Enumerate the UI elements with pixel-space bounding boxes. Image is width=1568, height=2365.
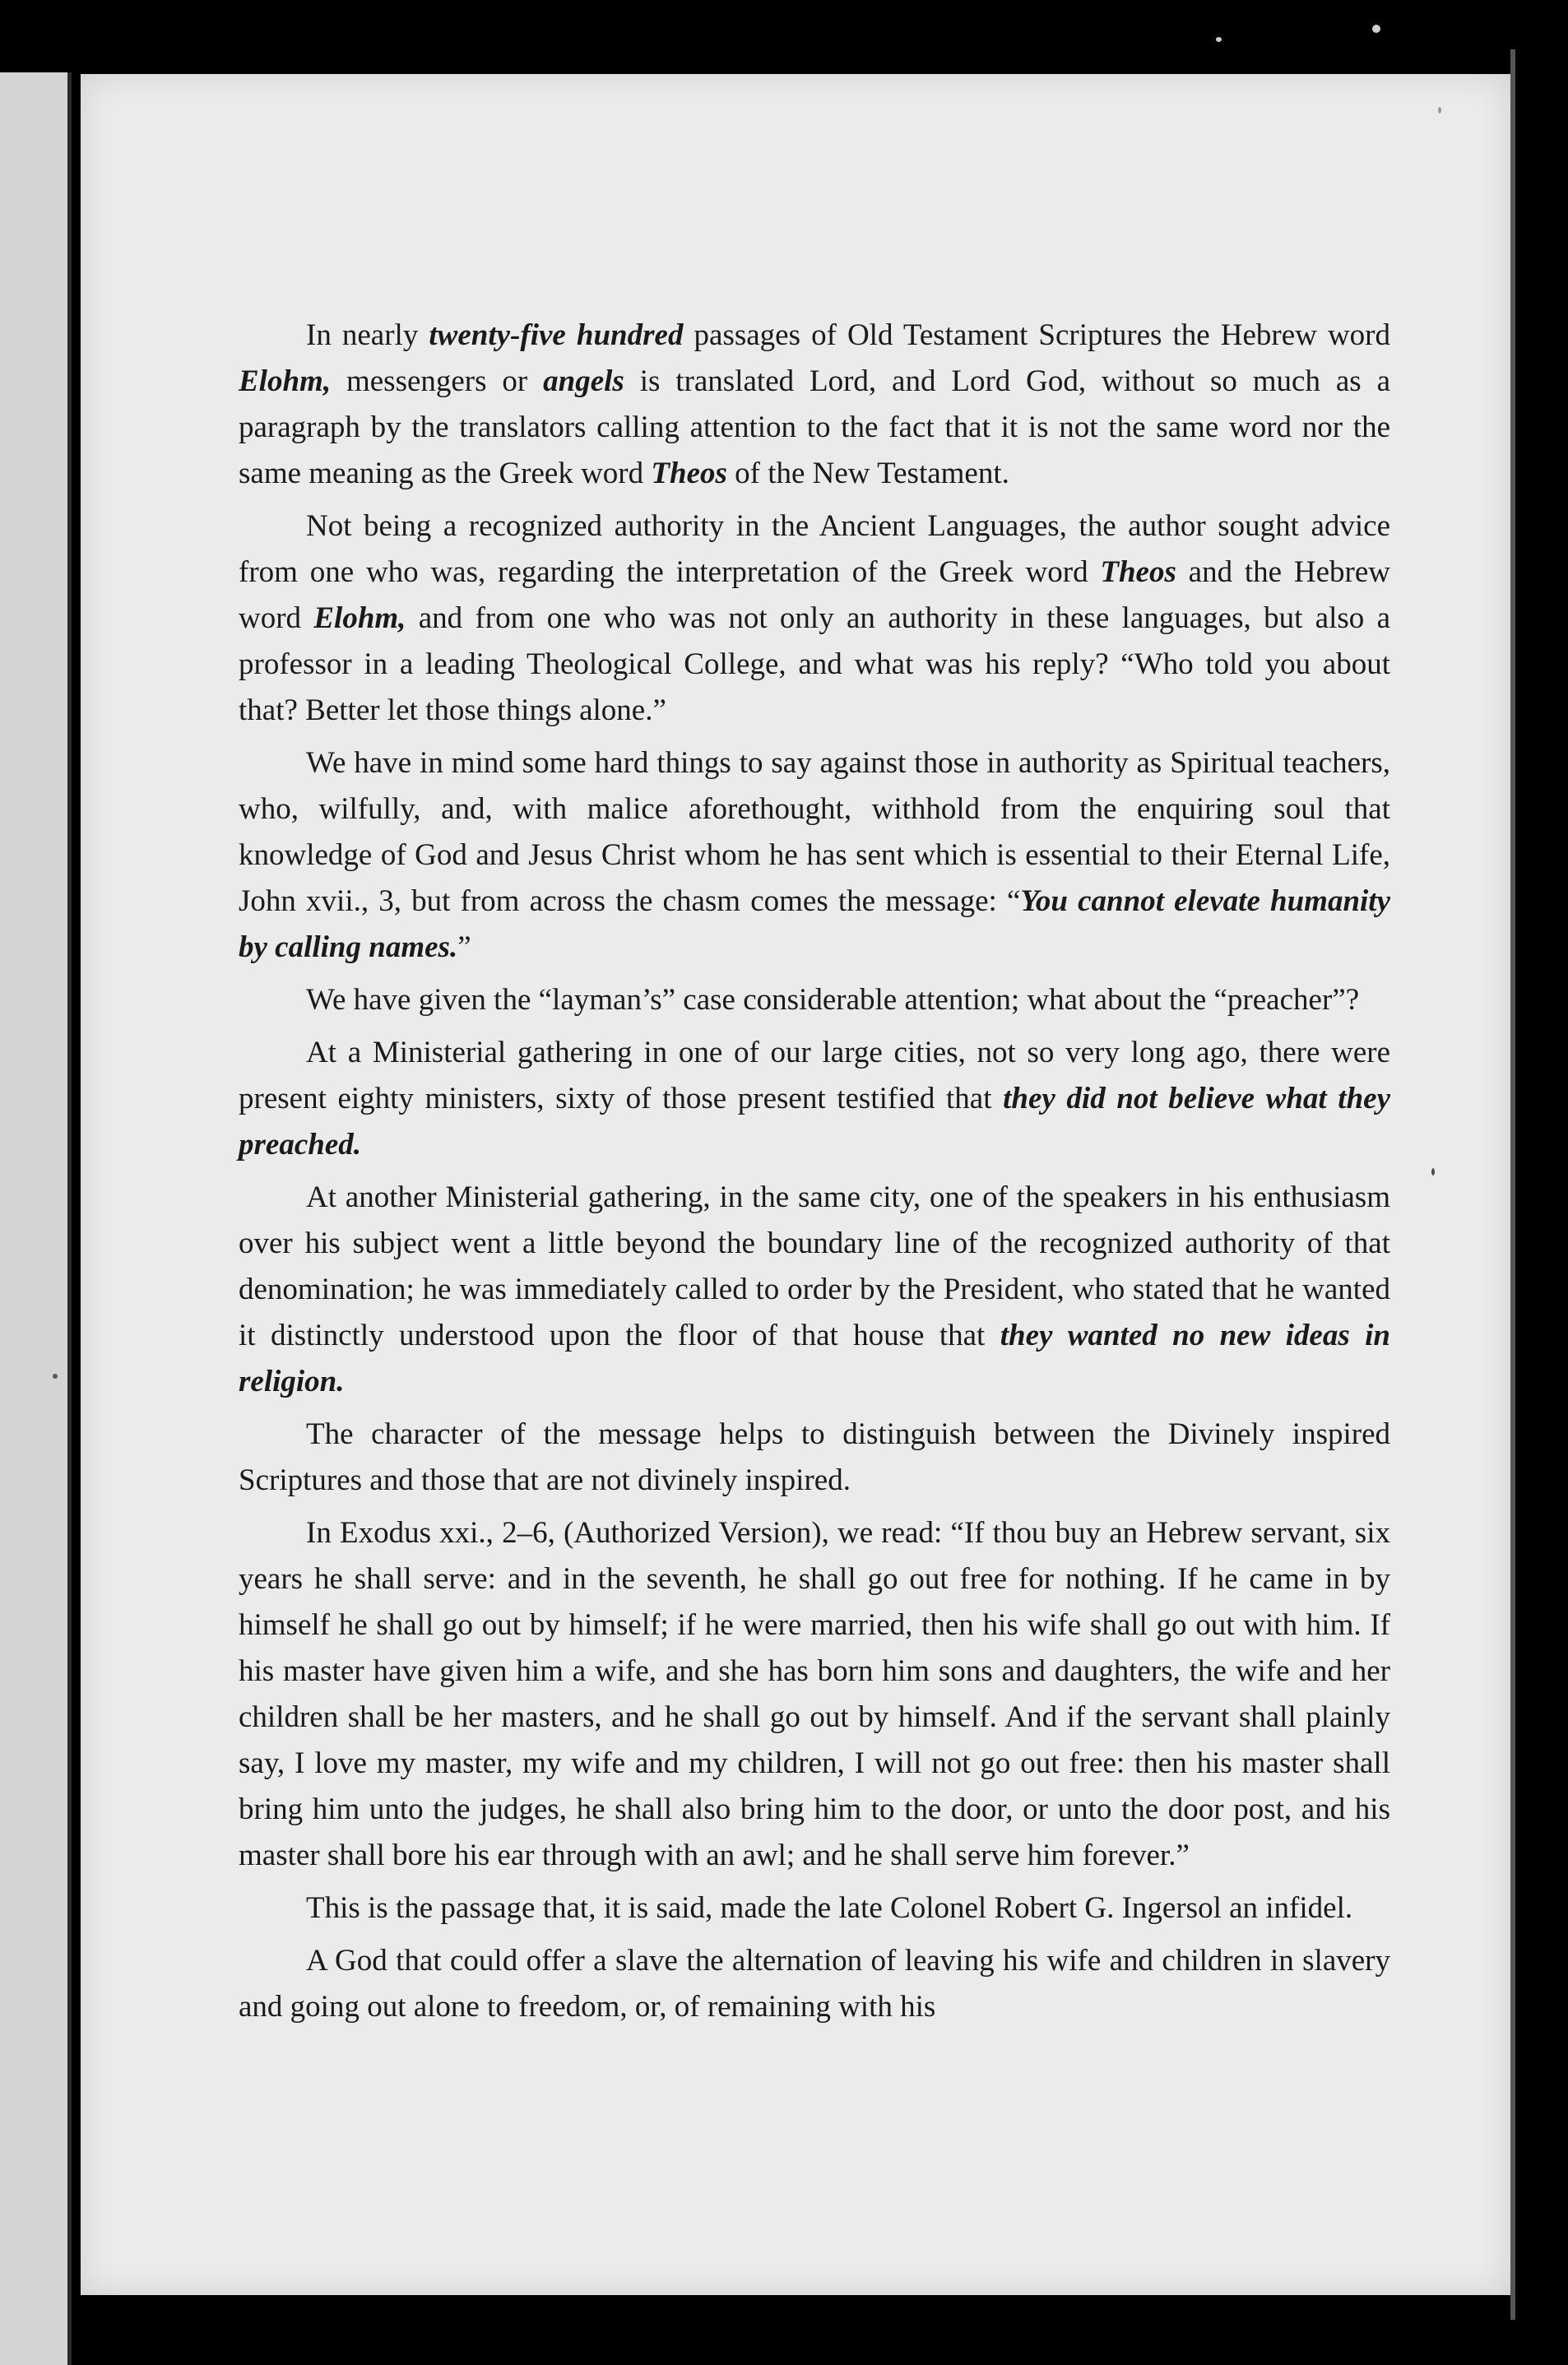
text-run: This is the passage that, it is said, made the late Colonel Robert G. Ingersol an infidel. bbox=[306, 1891, 1353, 1925]
text-run: passages of Old Testament Scriptures the Hebrew word bbox=[683, 318, 1391, 352]
text-run: In Exodus xxi., 2–6, (Authorized Version), we read: “If thou buy an Hebrew servant, six years he shall serve: and in the seventh, he shall go out free for nothing. If he came in by himself he shall go out by himself; if he were married, then his wife shall go out with him. If his master have given him a wife, and she has born him sons and daughters, the wife and her children shall be her masters, and he shall go out by himself. And if the servant shall plainly say, I love my master, my wife and my children, I will not go out free: then his master shall bring him unto the judges, he shall also bring him to the door, or unto the door post, and his master shall bore his ear through with an awl; and he shall serve him forever.” bbox=[239, 1516, 1390, 1872]
paragraph bbox=[239, 1175, 1390, 1405]
paragraph bbox=[239, 503, 1390, 734]
paragraph bbox=[239, 1938, 1390, 2030]
text-run: and from one who was not only an authority in these languages, but also a professor in a leading Theological College, and what was his reply? “Who told you about that? Better let those things alone.” bbox=[239, 601, 1390, 727]
scan-speck bbox=[1372, 25, 1380, 33]
emphasized-run: Elohm, bbox=[313, 601, 406, 635]
text-run: In nearly bbox=[306, 318, 429, 352]
text-run: We have in mind some hard things to say against those in authority as Spiritual teachers, who, wilfully, and, with malice aforethought, withhold from the enquiring soul that knowledge of God and Jesus Christ whom he has sent which is essential to their Eternal Life, John xvii., 3, but from across the chasm comes the message: “ bbox=[239, 746, 1390, 918]
paragraph bbox=[239, 740, 1390, 971]
text-run: of the New Testament. bbox=[726, 457, 1009, 490]
facing-page-edge bbox=[0, 72, 72, 2365]
text-run: and the Hebrew word bbox=[239, 555, 1390, 635]
emphasized-run: twenty-five hundred bbox=[429, 318, 684, 352]
text-run: Not being a recognized authority in the Ancient Languages, the author sought advice from one who was, regarding the interpretation of the Greek word bbox=[239, 509, 1390, 589]
page-text bbox=[239, 313, 1390, 2030]
text-run: messengers or bbox=[331, 364, 544, 398]
paragraph bbox=[239, 977, 1390, 1023]
emphasized-run: You cannot elevate humanity by calling names. bbox=[239, 884, 1391, 964]
paragraph bbox=[239, 313, 1390, 497]
scan-speck bbox=[1431, 1168, 1435, 1176]
emphasized-run: Theos bbox=[1100, 555, 1176, 589]
text-run: We have given the “layman’s” case considerable attention; what about the “preacher”? bbox=[306, 983, 1360, 1017]
emphasized-run: Elohm, bbox=[239, 364, 332, 398]
text-run: ” bbox=[457, 930, 471, 964]
paragraph bbox=[239, 1885, 1390, 1931]
emphasized-run: Theos bbox=[651, 457, 727, 490]
paragraph bbox=[239, 1510, 1390, 1879]
text-run: The character of the message helps to distinguish between the Divinely inspired Scriptures and those that are not divinely inspired. bbox=[239, 1417, 1390, 1497]
emphasized-run: they did not believe what they preached. bbox=[239, 1082, 1390, 1162]
scan-speck bbox=[53, 1374, 58, 1379]
emphasized-run: they wanted no new ideas in religion. bbox=[239, 1319, 1390, 1398]
text-run: At a Ministerial gathering in one of our large cities, not so very long ago, there were present eighty ministers, sixty of those present testified that bbox=[239, 1036, 1390, 1115]
text-run: A God that could offer a slave the alternation of leaving his wife and children in slavery and going out alone to freedom, or, of remaining with his bbox=[239, 1944, 1390, 2024]
scan-speck bbox=[1216, 37, 1222, 42]
page-right-border bbox=[1510, 49, 1515, 2320]
emphasized-run: angels bbox=[543, 364, 624, 398]
scan-speck bbox=[1438, 107, 1441, 114]
paragraph bbox=[239, 1030, 1390, 1168]
paragraph bbox=[239, 1412, 1390, 1504]
text-run: is translated Lord, and Lord God, without so much as a paragraph by the translators calling attention to the fact that it is not the same word nor the same meaning as the Greek word bbox=[239, 364, 1390, 490]
text-run: At another Ministerial gathering, in the same city, one of the speakers in his enthusiasm over his subject went a little beyond the boundary line of the recognized authority of that denomination; he was immediately called to order by the President, who stated that he wanted it distinctly understood upon the floor of that house that bbox=[239, 1180, 1390, 1352]
